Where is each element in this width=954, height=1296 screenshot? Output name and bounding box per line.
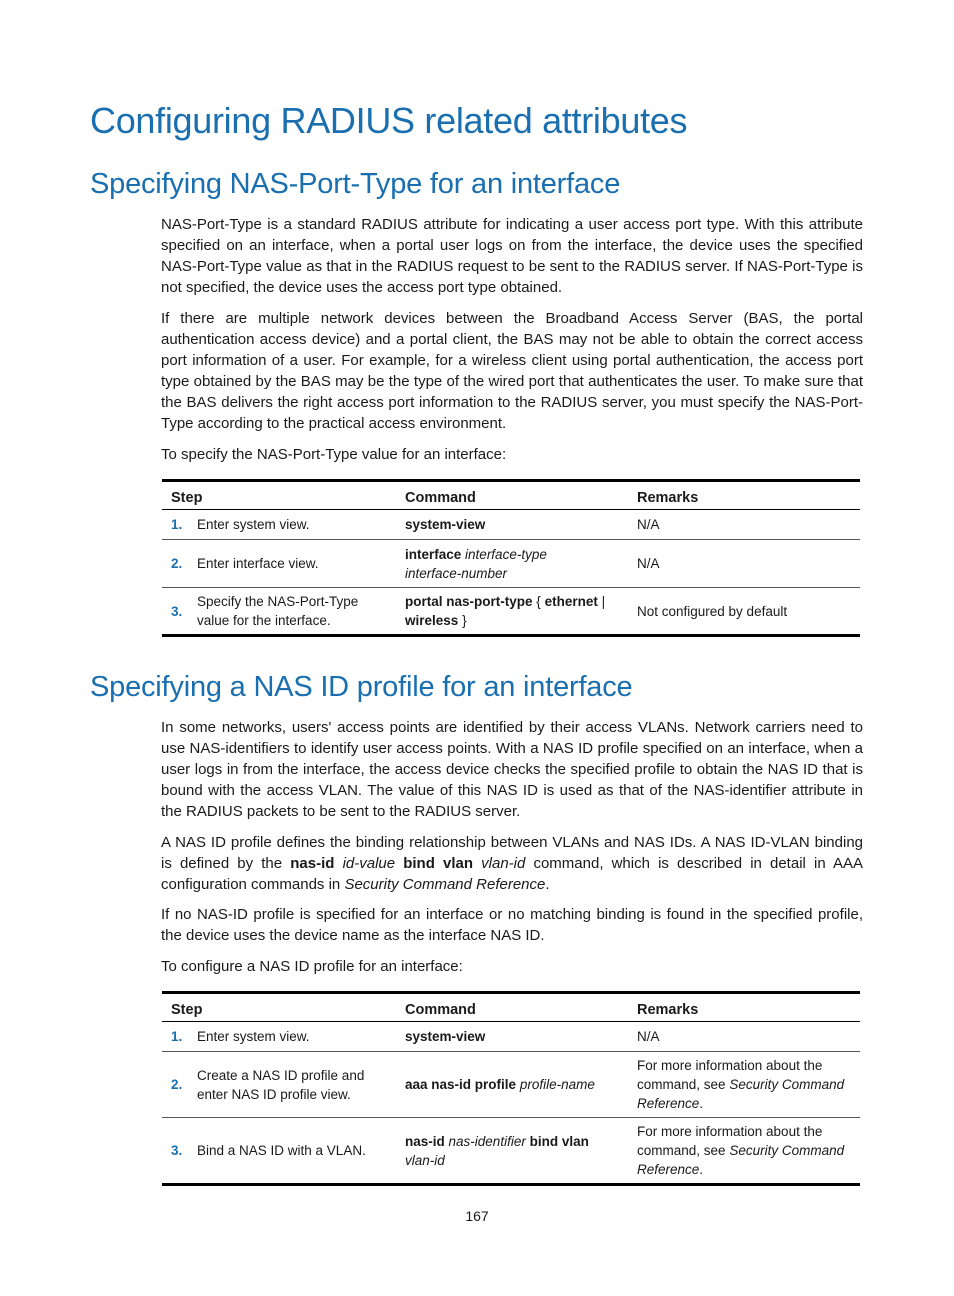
- table-row: [162, 510, 860, 540]
- column-header-step: Step: [162, 993, 396, 1022]
- text-run: .: [545, 876, 550, 893]
- syntax-brace: {: [536, 594, 541, 609]
- command-argument: nas-identifier: [448, 1133, 526, 1149]
- step-description: Enter interface view.: [189, 540, 396, 588]
- step-description: Bind a NAS ID with a VLAN.: [189, 1118, 396, 1185]
- paragraph: To configure a NAS ID profile for an interface:: [161, 958, 463, 975]
- column-header-remarks: Remarks: [628, 481, 860, 510]
- command-argument: vlan-id: [481, 855, 526, 872]
- command-keyword: ethernet: [544, 594, 598, 609]
- command-keyword: aaa nas-id profile: [405, 1077, 517, 1092]
- command-argument: interface-number: [405, 565, 508, 581]
- paragraph: NAS-Port-Type is a standard RADIUS attribute for indicating a user access port type. With this attribute specified on an interface, when a portal user logs on from the interface, the device uses the specified NAS-Port-Type value as that in the RADIUS request to be sent to the RADIUS server. If NAS-Port-Type is not specified, the device uses the access port type obtained.: [161, 216, 863, 296]
- step-description: Enter system view.: [189, 1022, 396, 1052]
- paragraph: [161, 832, 863, 895]
- book-title: Security Command Reference: [344, 876, 546, 893]
- text-run: For more information about the command, see: [637, 1058, 823, 1092]
- step-number: 3.: [162, 1118, 189, 1185]
- command-keyword: wireless: [405, 613, 459, 628]
- step-description: Enter system view.: [189, 510, 396, 540]
- table-header-row: [162, 481, 860, 510]
- command-cell: [396, 1118, 628, 1185]
- command-table-nas-id-profile: [162, 991, 860, 1186]
- table-header-row: [162, 993, 860, 1022]
- paragraph: If no NAS-ID profile is specified for an interface or no matching binding is found in the specified profile, the device uses the device name as the interface NAS ID.: [161, 906, 863, 944]
- remarks-cell: N/A: [628, 510, 860, 540]
- step-number: 2.: [162, 540, 189, 588]
- command-cell: [396, 588, 628, 636]
- text-run: A NAS ID profile defines the binding relationship between VLANs and NAS IDs. A NAS ID-VLAN binding is defined by the: [161, 834, 863, 872]
- command-cell: [396, 540, 628, 588]
- paragraph: If there are multiple network devices between the Broadband Access Server (BAS, the portal authentication access device) and a portal client, the BAS may not be able to obtain the correct access port information of a user. For example, for a wireless client using portal authentication, the access port type obtained by the BAS may be the type of the wired port that authenticates the user. To make sure that the BAS delivers the right access port information to the RADIUS server, you must specify the NAS-Port-Type according to the practical access environment.: [161, 310, 863, 432]
- column-header-command: Command: [396, 481, 628, 510]
- command-keyword: portal nas-port-type: [405, 594, 533, 609]
- text-run: .: [699, 1162, 704, 1177]
- syntax-brace: }: [462, 613, 467, 628]
- command-cell: [396, 1022, 628, 1052]
- remarks-cell: Not configured by default: [628, 588, 860, 636]
- command-cell: [396, 510, 628, 540]
- step-number: 1.: [162, 510, 189, 540]
- table-row: [162, 1052, 860, 1118]
- step-description: Specify the NAS-Port-Type value for the interface.: [189, 588, 396, 636]
- text-run: command, which is described in detail in AAA configuration commands in: [161, 855, 863, 893]
- remarks-cell: [628, 1052, 860, 1118]
- book-title: Security Command Reference: [637, 1143, 845, 1177]
- command-cell: [396, 1052, 628, 1118]
- command-table-nas-port-type: [162, 479, 860, 637]
- section-title-nas-port-type: Specifying NAS-Port-Type for an interface: [90, 168, 621, 200]
- command-keyword: nas-id: [290, 855, 335, 872]
- table-row: [162, 1118, 860, 1185]
- step-number: 2.: [162, 1052, 189, 1118]
- command-keyword: system-view: [405, 1029, 486, 1044]
- remarks-cell: N/A: [628, 540, 860, 588]
- remarks-cell: [628, 1118, 860, 1185]
- command-keyword: interface: [405, 546, 462, 562]
- step-number: 1.: [162, 1022, 189, 1052]
- command-argument: vlan-id: [405, 1152, 445, 1168]
- book-title: Security Command Reference: [637, 1077, 845, 1111]
- remarks-cell: N/A: [628, 1022, 860, 1052]
- table-row: [162, 540, 860, 588]
- column-header-remarks: Remarks: [628, 993, 860, 1022]
- command-keyword: system-view: [405, 517, 486, 532]
- command-keyword: bind vlan: [529, 1133, 589, 1149]
- step-description: Create a NAS ID profile and enter NAS ID profile view.: [189, 1052, 396, 1118]
- text-run: For more information about the command, see: [637, 1124, 823, 1158]
- page-number: 167: [465, 1208, 489, 1224]
- syntax-separator: |: [601, 594, 606, 609]
- paragraph: In some networks, users' access points are identified by their access VLANs. Network carriers need to use NAS-identifiers to identify user access points. With a NAS ID profile specified on an interface, when a user logs in from the interface, the access device checks the specified profile to obtain the NAS ID that is bound with the access VLAN. The value of this NAS ID is used as that of the NAS-identifier attribute in the RADIUS packets to be sent to the RADIUS server.: [161, 719, 863, 820]
- section-title-nas-id-profile: Specifying a NAS ID profile for an interface: [90, 671, 633, 703]
- command-argument: interface-type: [465, 546, 547, 562]
- command-keyword: nas-id: [405, 1133, 445, 1149]
- table-row: [162, 588, 860, 636]
- column-header-step: Step: [162, 481, 396, 510]
- paragraph: To specify the NAS-Port-Type value for an interface:: [161, 446, 507, 463]
- chapter-title: Configuring RADIUS related attributes: [90, 100, 688, 141]
- step-number: 3.: [162, 588, 189, 636]
- table-row: [162, 1022, 860, 1052]
- column-header-command: Command: [396, 993, 628, 1022]
- text-run: .: [699, 1096, 704, 1111]
- command-keyword: bind vlan: [403, 855, 474, 872]
- command-argument: id-value: [342, 855, 396, 872]
- command-argument: profile-name: [519, 1077, 595, 1092]
